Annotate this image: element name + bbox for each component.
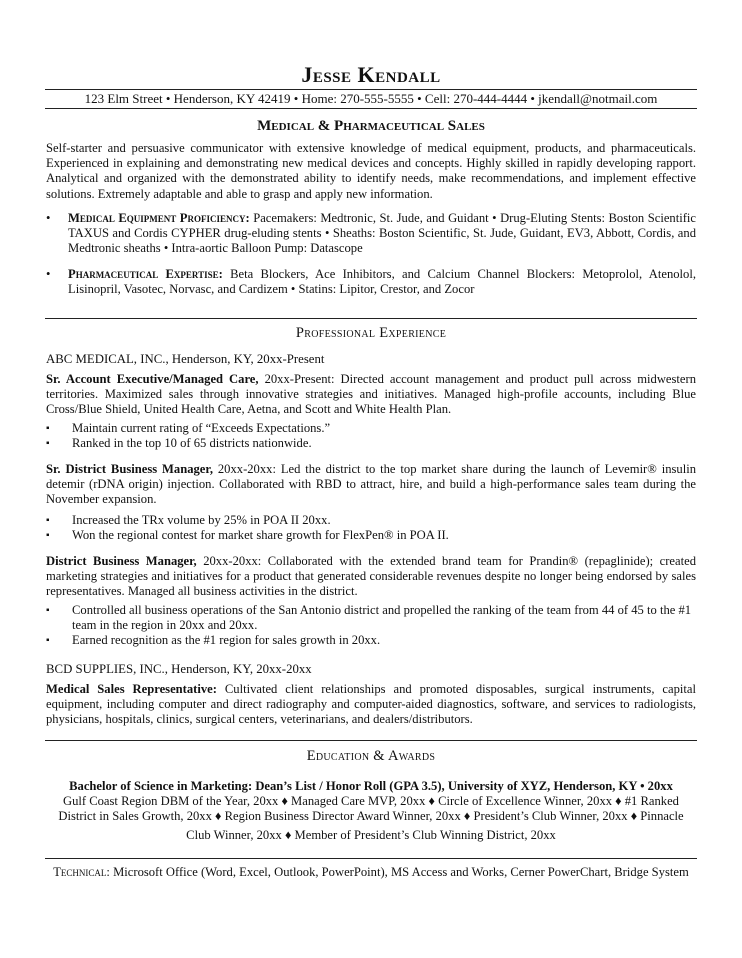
role-description: 20xx-20xx: Collaborated with the extended brand team for Prandin® (repaglinide); created marketing strategies and initiatives for a product that generated considerable revenues despite no longer being endorsed by sales representatives. Managed all business activities in the district. [46, 554, 696, 599]
header-rule-top [45, 89, 697, 90]
technical-skills-line [30, 865, 712, 880]
square-bullet-icon: ▪ [46, 515, 50, 526]
role-description: Cultivated client relationships and promoted disposables, surgical instruments, capital equipment, including computer and direct radiography and computer-aided diagnostics, software, and services to radiologists, physicians, hospitals, clinics, surgical centers, veterinarians, and dealers/distributors. [46, 682, 696, 727]
bullet-icon: • [46, 211, 51, 225]
role-description: 20xx-20xx: Led the district to the top market share during the launch of Levemir® insulin detemir (rDNA origin) injection. Collaborated with RBD to attract, hire, and build a high-performance sales team during the November expansion. [46, 462, 697, 507]
section-rule-education [45, 740, 697, 741]
proficiency-label: Medical Equipment Proficiency: [68, 211, 250, 225]
proficiency-text [68, 211, 696, 257]
role-title: Medical Sales Representative: [46, 682, 217, 696]
technical-text: Microsoft Office (Word, Excel, Outlook, PowerPoint), MS Access and Works, Cerner PowerChart, Bridge System [109, 865, 689, 879]
role-title: Sr. District Business Manager, [46, 462, 213, 476]
list-item: ▪ Won the regional contest for market share growth for FlexPen® in POA II. [46, 528, 449, 543]
degree-line: Bachelor of Science in Marketing: Dean’s List / Honor Roll (GPA 3.5), University of XYZ, Henderson, KY • 20xx [69, 779, 673, 793]
professional-headline: Medical & Pharmaceutical Sales [257, 118, 485, 134]
role-title: District Business Manager, [46, 554, 197, 568]
square-bullet-icon: ▪ [46, 635, 50, 647]
awards-line-3: Club Winner, 20xx ♦ Member of President’s Club Winning District, 20xx [186, 828, 556, 842]
square-bullet-icon: ▪ [46, 423, 50, 434]
proficiency-detail: Pacemakers: Medtronic, St. Jude, and Guidant • Drug-Eluting Stents: Boston Scientific TAXUS and Cordis CYPHER drug-eluding stents • Sheaths: Boston Scientific, St. Jude, Guidant, EV3, Abbott, Cordis, and Medtronic sheaths • Intra-aortic Balloon Pump: Datascope [68, 211, 696, 256]
section-rule-technical [45, 858, 697, 859]
technical-label: Technical: [53, 865, 110, 879]
summary-paragraph: Self-starter and persuasive communicator with extensive knowledge of medical equipment, products, and pharmaceuticals. Experienced in explaining and demonstrating new medical devices and concepts. Highly skilled in rapidly developing rapport. Analytical and organized with the demonstrated ability to identify needs, make recommendations, and implement effective solutions. Extremely adaptable and able to grasp and apply new information. [46, 141, 696, 201]
awards-line-2: District in Sales Growth, 20xx ♦ Region Business Director Award Winner, 20xx ♦ President’s Club Winner, 20xx ♦ Pinnacle [58, 809, 684, 823]
proficiency-label: Pharmaceutical Expertise: [68, 267, 223, 281]
awards-line-1: Gulf Coast Region DBM of the Year, 20xx ♦ Managed Care MVP, 20xx ♦ Circle of Excellence Winner, 20xx ♦ #1 Ranked [63, 794, 679, 808]
section-title-education: Education & Awards [306, 748, 436, 764]
list-item: ▪ Ranked in the top 10 of 65 districts nationwide. [46, 436, 312, 451]
list-item: ▪ Maintain current rating of “Exceeds Expectations.” [46, 421, 331, 435]
section-title-experience: Professional Experience [295, 325, 447, 341]
square-bullet-icon: ▪ [46, 438, 50, 450]
proficiency-detail: Beta Blockers, Ace Inhibitors, and Calcium Channel Blockers: Metoprolol, Atenolol, Lisinopril, Vasotec, Norvasc, and Cardizem • Statins: Lipitor, Crestor, and Zocor [68, 267, 696, 297]
list-item: ▪ Increased the TRx volume by 25% in POA II 20xx. [46, 513, 331, 527]
list-item-continued: team in the region in 20xx and 20xx. [72, 618, 258, 633]
role-district-business-manager [46, 554, 696, 600]
list-item: ▪ Controlled all business operations of the San Antonio district and propelled the ranking of the team from 44 of 45 to the #1 [46, 603, 692, 617]
candidate-name: Jesse Kendall [301, 62, 441, 87]
company-abc-medical: ABC MEDICAL, INC., Henderson, KY, 20xx-Present [46, 352, 325, 366]
list-item: ▪ Earned recognition as the #1 region for sales growth in 20xx. [46, 633, 381, 648]
role-account-executive [46, 372, 696, 418]
contact-line: 123 Elm Street • Henderson, KY 42419 • Home: 270-555-5555 • Cell: 270-444-4444 • jkendall@notmail.com [84, 91, 658, 106]
square-bullet-icon: ▪ [46, 605, 50, 616]
role-title: Sr. Account Executive/Managed Care, [46, 372, 259, 386]
role-medical-sales-representative [46, 682, 696, 728]
role2-bullet-list [46, 513, 696, 543]
square-bullet-icon: ▪ [46, 530, 50, 542]
bullet-icon: • [46, 267, 51, 281]
section-rule-experience [45, 318, 697, 319]
role-district-business-manager-sr [46, 462, 696, 508]
proficiency-text [68, 267, 696, 297]
role-description: 20xx-Present: Directed account management and product pull across midwestern territories. Maximized sales through innovative strategies and initiatives. Managed high-profile accounts, including Blue Cross/Blue Shield, United Health Care, Aetna, and Scott and White Health Plan. [46, 372, 696, 417]
company-bcd-supplies: BCD SUPPLIES, INC., Henderson, KY, 20xx-20xx [46, 662, 312, 676]
role1-bullet-list [46, 421, 696, 451]
header-rule-bottom [45, 108, 697, 109]
role3-bullet-list [46, 603, 696, 649]
